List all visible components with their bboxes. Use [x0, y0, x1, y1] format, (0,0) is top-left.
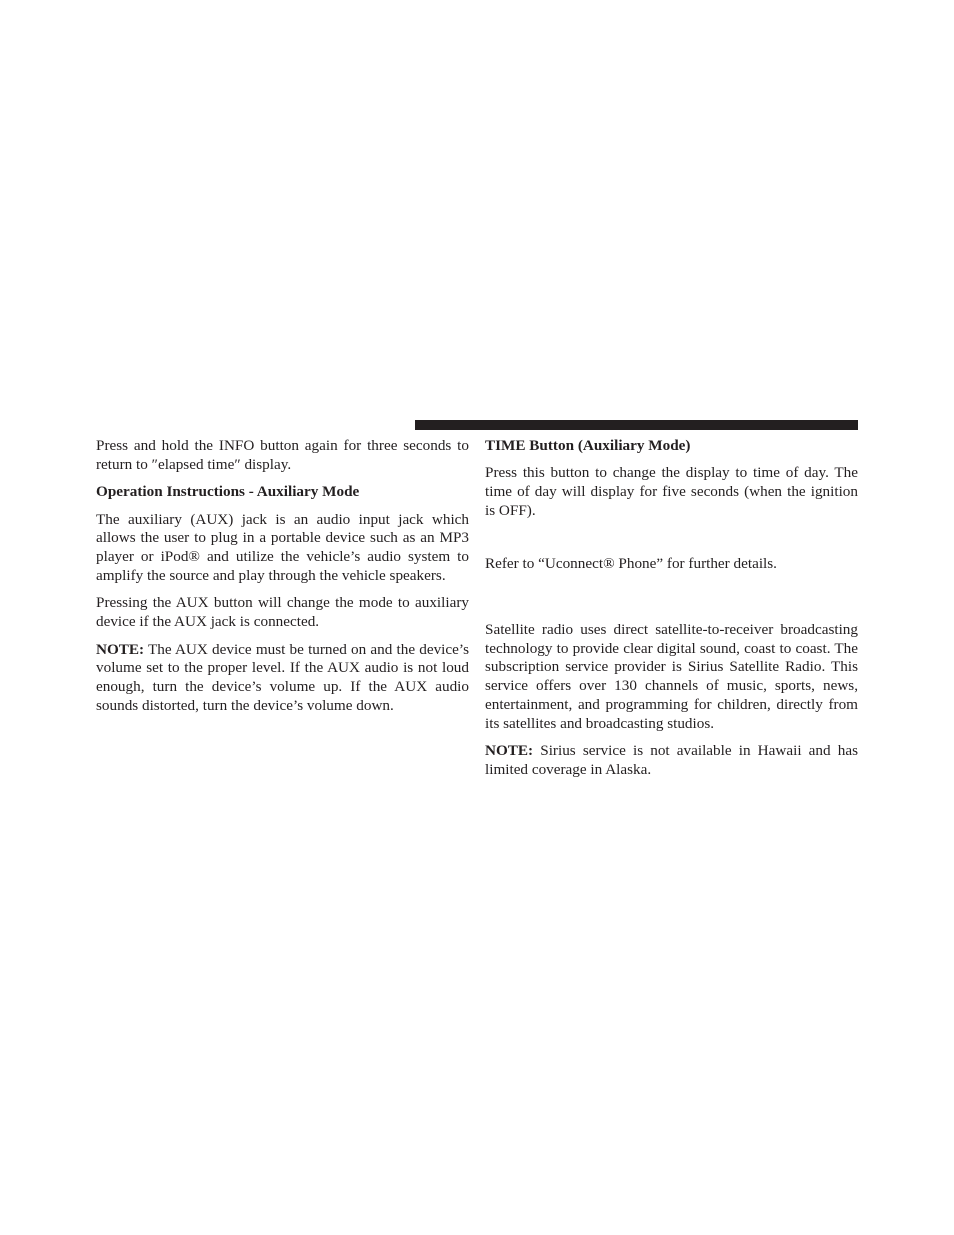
info-button-paragraph: Press and hold the INFO button again for three seconds to return to ″elapsed time″ display. — [96, 437, 469, 473]
aux-jack-paragraph: The auxiliary (AUX) jack is an audio input jack which allows the user to plug in a portable device such as an MP3 player or iPod® and utilize the vehicle’s audio system to amplify the source and play through the vehicle speakers. — [96, 510, 469, 584]
time-button-paragraph: Press this button to change the display to time of day. The time of day will display for five seconds (when the ignition is OFF). — [485, 464, 858, 519]
aux-mode-heading: Operation Instructions - Auxiliary Mode — [96, 483, 360, 501]
sirius-note-paragraph — [485, 742, 858, 780]
spacer — [485, 529, 858, 555]
aux-note-paragraph — [96, 641, 469, 716]
spacer — [485, 583, 858, 621]
note-text: Sirius service is not available in Hawaii and has limited coverage in Alaska. — [485, 742, 858, 778]
aux-button-paragraph: Pressing the AUX button will change the mode to auxiliary device if the AUX jack is connected. — [96, 594, 469, 631]
right-column — [485, 437, 858, 788]
note-label: NOTE: — [96, 640, 145, 658]
section-divider-bar — [415, 420, 858, 430]
time-button-heading: TIME Button (Auxiliary Mode) — [485, 437, 691, 454]
note-text: The AUX device must be turned on and the device’s volume set to the proper level. If the AUX audio is not loud enough, turn the device’s volume up. If the AUX audio sounds distorted, turn the device’s volume down. — [96, 640, 469, 714]
satellite-radio-paragraph: Satellite radio uses direct satellite-to-receiver broadcasting technology to provide clear digital sound, coast to coast. The subscription service provider is Sirius Satellite Radio. This service offers over 130 channels of music, sports, news, entertainment, and programming for children, directly from its satellites and broadcasting studios. — [485, 620, 858, 732]
left-column — [96, 437, 469, 724]
note-label: NOTE: — [485, 742, 534, 760]
uconnect-paragraph: Refer to “Uconnect® Phone” for further details. — [485, 555, 777, 573]
